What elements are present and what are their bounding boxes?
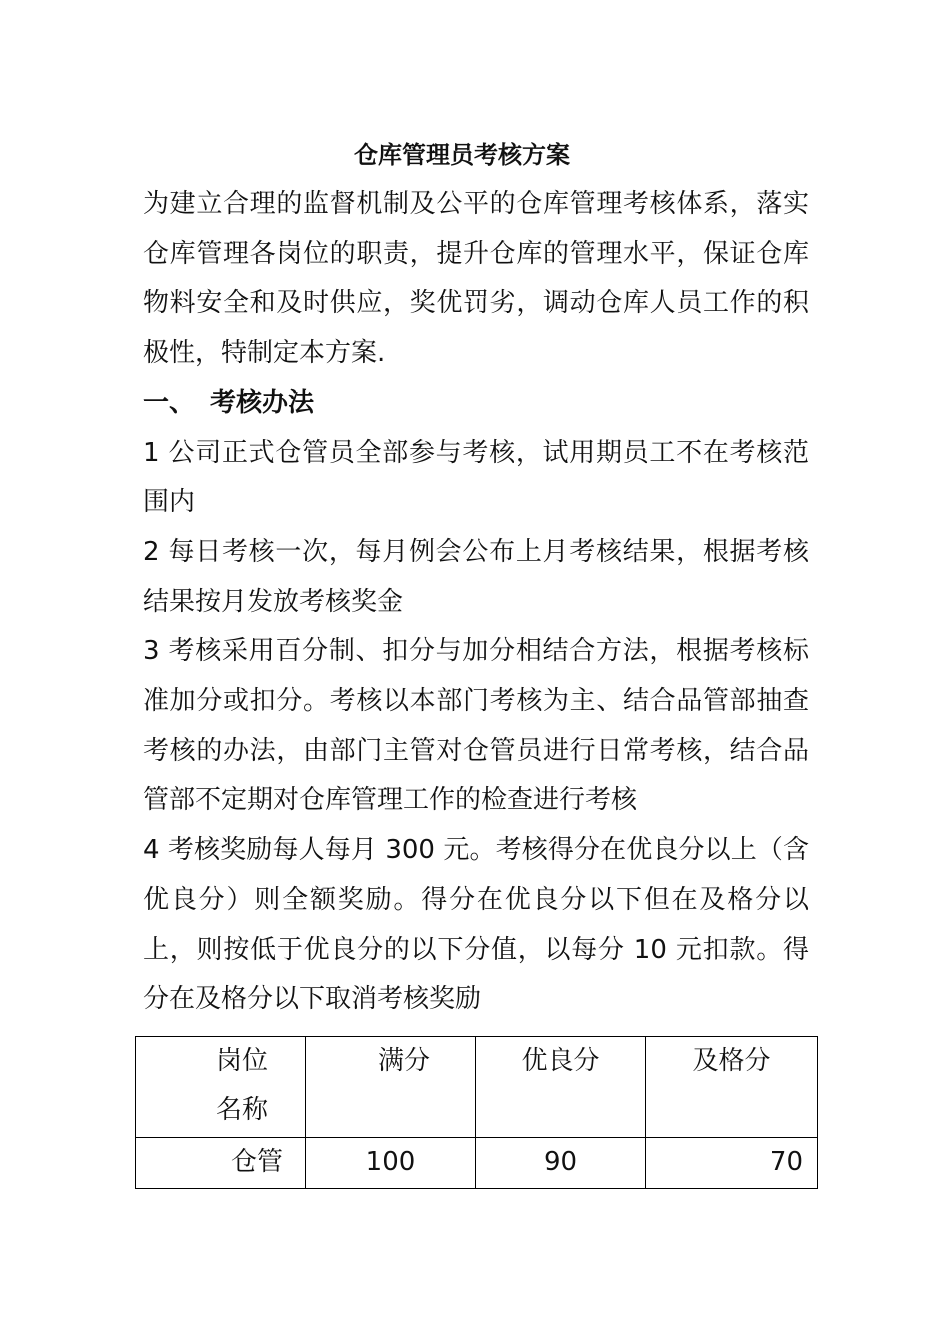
list-item: 3 考核采用百分制、扣分与加分相结合方法，根据考核标准加分或扣分。考核以本部门考核为主、结合品管部抽查考核的办法，由部门主管对仓管员进行日常考核，结合品管部不定期对仓库管理工作的检查进行考核 xyxy=(143,636,809,816)
list-item: 2 每日考核一次，每月例会公布上月考核结果，根据考核结果按月发放考核奖金 xyxy=(143,536,809,617)
header-pass-score: 及格分 xyxy=(646,1037,818,1138)
header-full-score: 满分 xyxy=(306,1037,476,1138)
cell-full-score: 100 xyxy=(306,1138,476,1189)
list-item: 1 公司正式仓管员全部参与考核，试用期员工不在考核范围内 xyxy=(143,437,809,518)
header-good-score: 优良分 xyxy=(476,1037,646,1138)
section-heading xyxy=(143,379,809,429)
section-title: 考核办法 xyxy=(210,387,315,418)
section-number: 一、 xyxy=(143,387,196,418)
score-table xyxy=(135,1036,818,1189)
list-item: 4 考核奖励每人每月 300 元。考核得分在优良分以上（含优良分）则全额奖励。得分在优良分以下但在及格分以上，则按低于优良分的以下分值，以每分 10 元扣款。得分在及格分以下取消考核奖励 xyxy=(143,835,809,1015)
table-header-row xyxy=(136,1037,818,1138)
cell-position: 仓管 xyxy=(136,1138,306,1189)
cell-pass-score: 70 xyxy=(646,1138,818,1189)
document-title: 仓库管理员考核方案 xyxy=(354,141,570,169)
header-position: 岗位名称 xyxy=(136,1037,306,1138)
intro-paragraph: 为建立合理的监督机制及公平的仓库管理考核体系，落实仓库管理各岗位的职责，提升仓库的管理水平，保证仓库物料安全和及时供应，奖优罚劣，调动仓库人员工作的积极性，特制定本方案. xyxy=(143,189,809,369)
table-row xyxy=(136,1138,818,1189)
document-body xyxy=(143,180,809,1025)
cell-good-score: 90 xyxy=(476,1138,646,1189)
